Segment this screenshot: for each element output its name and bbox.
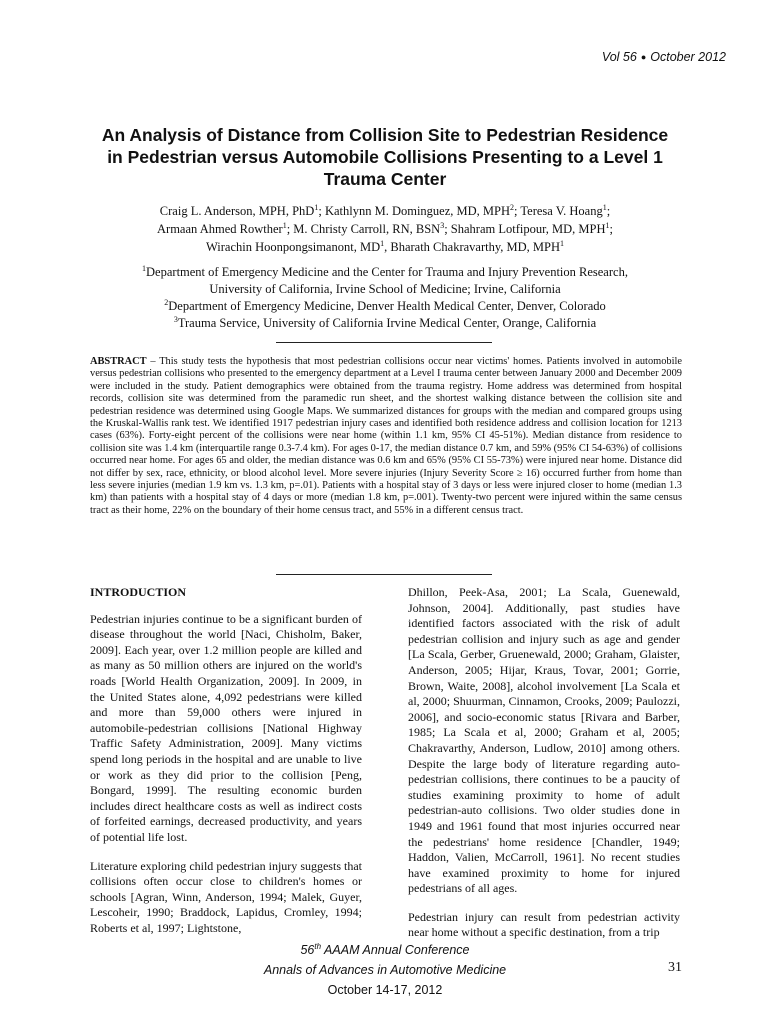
running-header xyxy=(602,50,726,64)
title-line-3: Trauma Center xyxy=(323,169,447,189)
title-line-1: An Analysis of Distance from Collision Site to Pedestrian Residence xyxy=(101,125,669,145)
issue-date: October 2012 xyxy=(650,50,726,64)
author-name: Teresa V. Hoang xyxy=(520,204,603,218)
author-name: Armaan Ahmed Rowther xyxy=(157,222,283,236)
affiliation-list xyxy=(60,264,710,332)
author-line-2: Armaan Ahmed Rowther$^1$; M. Christy Carroll, RN, BSN$^3$; Shahram Lotfipour, MD, MPH$^1$; xyxy=(157,221,613,236)
page-number: 31 xyxy=(668,960,682,975)
author-affiliation-sup: 3 xyxy=(440,221,445,230)
author-name: Shahram Lotfipour, MD, MPH xyxy=(450,222,606,236)
body-column-right xyxy=(408,585,680,954)
affiliation-1-cont: University of California, Irvine School of Medicine; Irvine, California xyxy=(209,282,561,296)
abstract: ABSTRACT – This study tests the hypothesis that most pedestrian collisions occur near victims' homes. Patients involved in automobile versus pedestrian collisions who presented to the emergency department at a Level I trauma center between January 2000 and December 2009 were included in the study. Patient demographics were obtained from the trauma registry. Home address was determined from hospital records, collision site was determined from the paramedic run sheet, and the shortest walking distance between the collision site and pedestrian residence was determined using Google Maps. We summarized distances for groups with the median and compared groups using the Kruskal-Wallis rank test. We identified 1917 pedestrian injury cases and identified both residence address and collision location for 1213 cases (63%). Forty-eight percent of the collisions were near home (within 1.1 km, 95% CI 45-51%). Median distance from residence to collision site was 1.4 km (interquartile range 0.3-7.4 km). For ages 0-17, the median distance 0.7 km, and 59% (95% CI 54-63%) of collisions occurred near home. For ages 65 and older, the median distance was 0.6 km and 65% (95% CI 55-73%) were injured near home. Distance did not differ by sex, race, ethnicity, or blood alcohol level. More severe injuries (Injury Severity Score ≥ 16) occurred further from home than less severe injuries (median 1.9 km vs. 1.3 km, p=.01). Patients with a hospital stay of 3 days or less were injured closer to home (median 1.3 km) than patients with a hospital stay of 4 days or more (median 1.8 km, p=.001). Twenty-two percent were injured within the same census tract as their home, 22% on the boundary of their home census tract, and 55% in a different census tract. xyxy=(90,356,682,516)
author-affiliation-sup: 1 xyxy=(314,203,319,212)
conference-line: 56th AAAM Annual Conference xyxy=(300,942,470,957)
abstract-label: ABSTRACT xyxy=(90,356,147,367)
conference-dates: October 14-17, 2012 xyxy=(327,983,443,997)
volume-label: Vol 56 xyxy=(601,50,637,64)
divider xyxy=(276,574,492,575)
author-name: M. Christy Carroll, RN, BSN xyxy=(293,222,441,236)
author-line-3: Wirachin Hoonpongsimanont, $MD^1$, Bharath Chakravarthy, MD, MPH$^1$ xyxy=(205,239,565,254)
journal-name: Annals of Advances in Automotive Medicine xyxy=(263,963,507,977)
affiliation-3: $^3$Trauma Service, University of California Irvine Medical Center, Orange, California xyxy=(173,315,597,330)
paragraph: Dhillon, Peek-Asa, 2001; La Scala, Guenewald, Johnson, 2004]. Additionally, past studies have identified factors associated with the risk of adult pedestrian collision and injury such as age and gender [La Scala, Gerber, Gruenewald, 2000; Graham, Glaister, Anderson, 2005; Hijar, Kraus, Tovar, 2001; Gorrie, Brown, Waite, 2008], alcohol involvement [La Scala et al, 2000; Shuurman, Cinnamon, Crooks, 2009; Paulozzi, 2006], and socio-economic status [Rivara and Barber, 1985; La Scala et al, 2000; Graham et al, 2005; Chakravarthy, Anderson, Ludlow, 2010] among others. Despite the large body of literature regarding auto-pedestrian collisions, there continues to be a paucity of studies examining proximity to home of adult pedestrian-auto collisions. Two older studies done in 1949 and 1961 found that most injuries occurred near the pedestrians' home residence [Chandler, 1949; Haddon, Valien, McCarroll, 1961]. No recent studies have examined proximity to home for injured pedestrians of all ages. xyxy=(408,585,680,896)
author-affiliation-sup: 1 xyxy=(605,221,610,230)
divider xyxy=(276,342,492,343)
page-footer xyxy=(200,940,570,1000)
paper-title xyxy=(60,124,710,190)
author-affiliation-sup: 1 xyxy=(380,239,385,248)
abstract-text: This study tests the hypothesis that most pedestrian collisions occur near victims' homes. Patients involved in automobile versus pedestrian collisions who presented to the emergency department at a Level I trauma center between January 2000 and December 2009 were included in the study. Patient demographics were obtained from the trauma registry. Home address was determined from hospital records, collision site was determined from the paramedic run sheet, and the shortest walking distance between the collision site and pedestrian residence was determined using Google Maps. We summarized distances for groups with the median and compared groups using the Kruskal-Wallis rank test. We identified 1917 pedestrian injury cases and identified both residence address and collision location for 1213 cases (63%). Forty-eight percent of the collisions were near home (within 1.1 km, 95% CI 45-51%). Median distance from residence to collision site was 1.4 km (interquartile range 0.3-7.4 km). For ages 0-17, the median distance 0.7 km, and 59% (95% CI 54-63%) of collisions occurred near home. For ages 65 and older, the median distance was 0.6 km and 65% (95% CI 55-73%) were injured near home. Distance did not differ by sex, race, ethnicity, or blood alcohol level. More severe injuries (Injury Severity Score ≥ 16) occurred further from home than less severe injuries (median 1.9 km vs. 1.3 km, p=.01). Patients with a hospital stay of 3 days or less were injured closer to home (median 1.3 km) than patients with a hospital stay of 4 days or more (median 1.8 km, p=.001). Twenty-two percent were injured within the same census tract as their home, 22% on the boundary of their home census tract, and 55% in a different census tract. xyxy=(90,356,682,516)
author-line-1: Craig L. Anderson, MPH, PhD$^1$; Kathlynn M. Dominguez, MD, MPH$^2$; Teresa V. Hoang$^1$; xyxy=(159,203,611,218)
paragraph: Pedestrian injuries continue to be a significant burden of disease throughout the world [Naci, Chisholm, Baker, 2009]. Each year, over 1.2 million people are killed and as many as 50 million others are injured on the world's roads [World Health Organization, 2009]. In 2009, in the United States alone, 4,092 pedestrians were killed and more than 59,000 others were injured in automobile-pedestrian collisions [National Highway Traffic Safety Administration, 2009]. Many victims spend long periods in the hospital and are unable to live or work as they did prior to the collision [Peng, Bongard, 1999]. The resulting economic burden includes direct healthcare costs as well as indirect costs of forfeited earnings, decreased productivity, and years of potential life lost. xyxy=(90,611,362,844)
affiliation-1: $^1$Department of Emergency Medicine and the Center for Trauma and Injury Prevention Research, xyxy=(142,264,628,279)
author-affiliation-sup: 1 xyxy=(560,239,565,248)
author-name: Wirachin Hoonpongsimanont, MD xyxy=(205,240,381,254)
author-affiliation-sup: 1 xyxy=(602,203,607,212)
title-line-2: in Pedestrian versus Automobile Collisions Presenting to a Level 1 xyxy=(107,147,663,167)
author-affiliation-sup: 2 xyxy=(510,203,515,212)
paragraph: Pedestrian injury can result from pedestrian activity near home without a specific destination, from a trip xyxy=(408,909,680,940)
section-heading: INTRODUCTION xyxy=(90,585,187,599)
author-name: Bharath Chakravarthy, MD, MPH xyxy=(390,240,561,254)
bullet-icon: ● xyxy=(640,52,647,62)
affiliation-2: $^2$Department of Emergency Medicine, Denver Health Medical Center, Denver, Colorado xyxy=(164,298,606,313)
paragraph: Literature exploring child pedestrian injury suggests that collisions often occur close to children's homes or schools [Agran, Winn, Anderson, 1994; Malek, Guyer, Lescoheir, 1990; Braddock, Lapidus, Cromley, 1994; Roberts et al, 1997; Lightstone, xyxy=(90,858,362,935)
body-column-left xyxy=(90,585,362,949)
author-name: Craig L. Anderson, MPH, PhD xyxy=(159,204,315,218)
author-affiliation-sup: 1 xyxy=(282,221,287,230)
author-list xyxy=(60,202,710,256)
author-name: Kathlynn M. Dominguez, MD, MPH xyxy=(324,204,511,218)
